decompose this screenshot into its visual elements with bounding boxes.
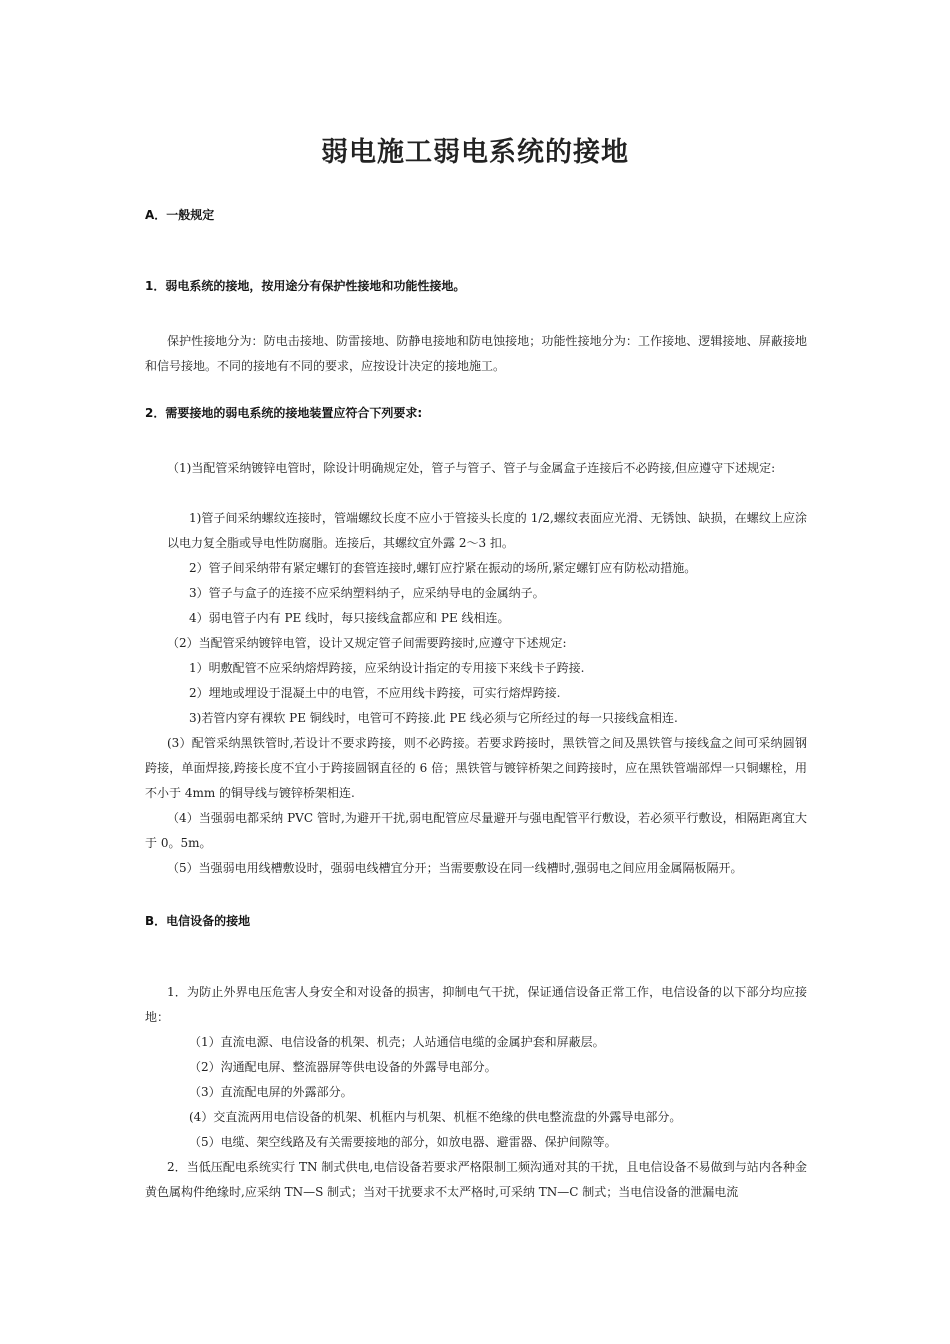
clause-4-paragraph: （4）当强弱电都采纳 PVC 管时,为避开干扰,弱电配管应尽量避开与强电配管平行敷设，若必须平行敷设，相隔距离宜大于 0。5m。 [145, 811, 807, 850]
section-b-paragraph-1: 1．为防止外界电压危害人身安全和对设备的损害，抑制电气干扰，保证通信设备正常工作，电信设备的以下部分均应接地： [145, 985, 807, 1024]
clause-2-2-line: 2）埋地或埋设于混凝土中的电管，不应用线卡跨接，可实行熔焊跨接. [189, 686, 561, 700]
page-title: 弱电施工弱电系统的接地 [321, 137, 629, 168]
clause-2-line: （2）当配管采纳镀锌电管，设计又规定管子间需要跨接时,应遵守下述规定: [167, 636, 567, 650]
section-b-item-1: （1）直流电源、电信设备的机架、机壳；人站通信电缆的金属护套和屏蔽层。 [189, 1035, 605, 1049]
section-b-paragraph-2: 2．当低压配电系统实行 TN 制式供电,电信设备若要求严格限制工频沟通对其的干扰，且电信设备不易做到与站内各种金黄色属构件绝缘时,应采纳 TN—S 制式；当对干扰要求不太严格时,可采纳 TN—C 制式；当电信设备的泄漏电流 [145, 1160, 807, 1199]
section-b-item-3: （3）直流配电屏的外露部分。 [189, 1085, 353, 1099]
clause-2-1-line: 1）明敷配管不应采纳熔焊跨接，应采纳设计指定的专用接下来线卡子跨接. [189, 661, 585, 675]
clause-5-line: （5）当强弱电用线槽敷设时，强弱电线槽宜分开；当需要敷设在同一线槽时,强弱电之间应用金属隔板隔开。 [167, 861, 743, 875]
item-1-paragraph: 保护性接地分为：防电击接地、防雷接地、防静电接地和防电蚀接地；功能性接地分为：工作接地、逻辑接地、屏蔽接地和信号接地。不同的接地有不同的要求，应按设计决定的接地施工。 [145, 334, 807, 373]
clause-1-4-line: 4）弱电管子内有 PE 线时，每只接线盒都应和 PE 线相连。 [189, 611, 510, 625]
section-b-item-4: (4）交直流两用电信设备的机架、机框内与机架、机框不绝缘的供电整流盘的外露导电部分。 [189, 1110, 682, 1124]
clause-1-1-paragraph: 1)管子间采纳螺纹连接时，管端螺纹长度不应小于管接头长度的 1/2,螺纹表面应光滑、无锈蚀、缺损，在螺纹上应涂以电力复全脂或导电性防腐脂。连接后，其螺纹宜外露 2～3 扣。 [167, 511, 807, 550]
item-1-heading: 1．弱电系统的接地，按用途分有保护性接地和功能性接地。 [145, 279, 466, 293]
clause-1-paragraph: （1)当配管采纳镀锌电管时，除设计明确规定处，管子与管子、管子与金属盒子连接后不必跨接,但应遵守下述规定: [167, 461, 776, 475]
clause-3-paragraph: (3）配管采纳黑铁管时,若设计不要求跨接，则不必跨接。若要求跨接时，黑铁管之间及黑铁管与接线盒之间可采纳圆钢跨接，单面焊接,跨接长度不宜小于跨接圆钢直径的 6 倍；黑铁管与镀锌桥架之间跨接时，应在黑铁管端部焊一只铜螺栓，用不小于 4mm 的铜导线与镀锌桥架相连. [145, 736, 807, 800]
clause-2-3-line: 3)若管内穿有裸软 PE 铜线时，电管可不跨接.此 PE 线必须与它所经过的每一只接线盒相连. [189, 711, 678, 725]
section-a-heading: A．一般规定 [145, 208, 215, 222]
item-2-heading: 2．需要接地的弱电系统的接地装置应符合下列要求: [145, 406, 423, 420]
clause-1-3-line: 3）管子与盒子的连接不应采纳塑料纳子，应采纳导电的金属纳子。 [189, 586, 545, 600]
section-b-item-5: （5）电缆、架空线路及有关需要接地的部分，如放电器、避雷器、保护间隙等。 [189, 1135, 617, 1149]
section-b-heading: B．电信设备的接地 [145, 914, 251, 928]
clause-1-2-line: 2）管子间采纳带有紧定螺钉的套管连接时,螺钉应拧紧在振动的场所,紧定螺钉应有防松动措施。 [189, 561, 697, 575]
section-b-item-2: （2）沟通配电屏、整流器屏等供电设备的外露导电部分。 [189, 1060, 497, 1074]
